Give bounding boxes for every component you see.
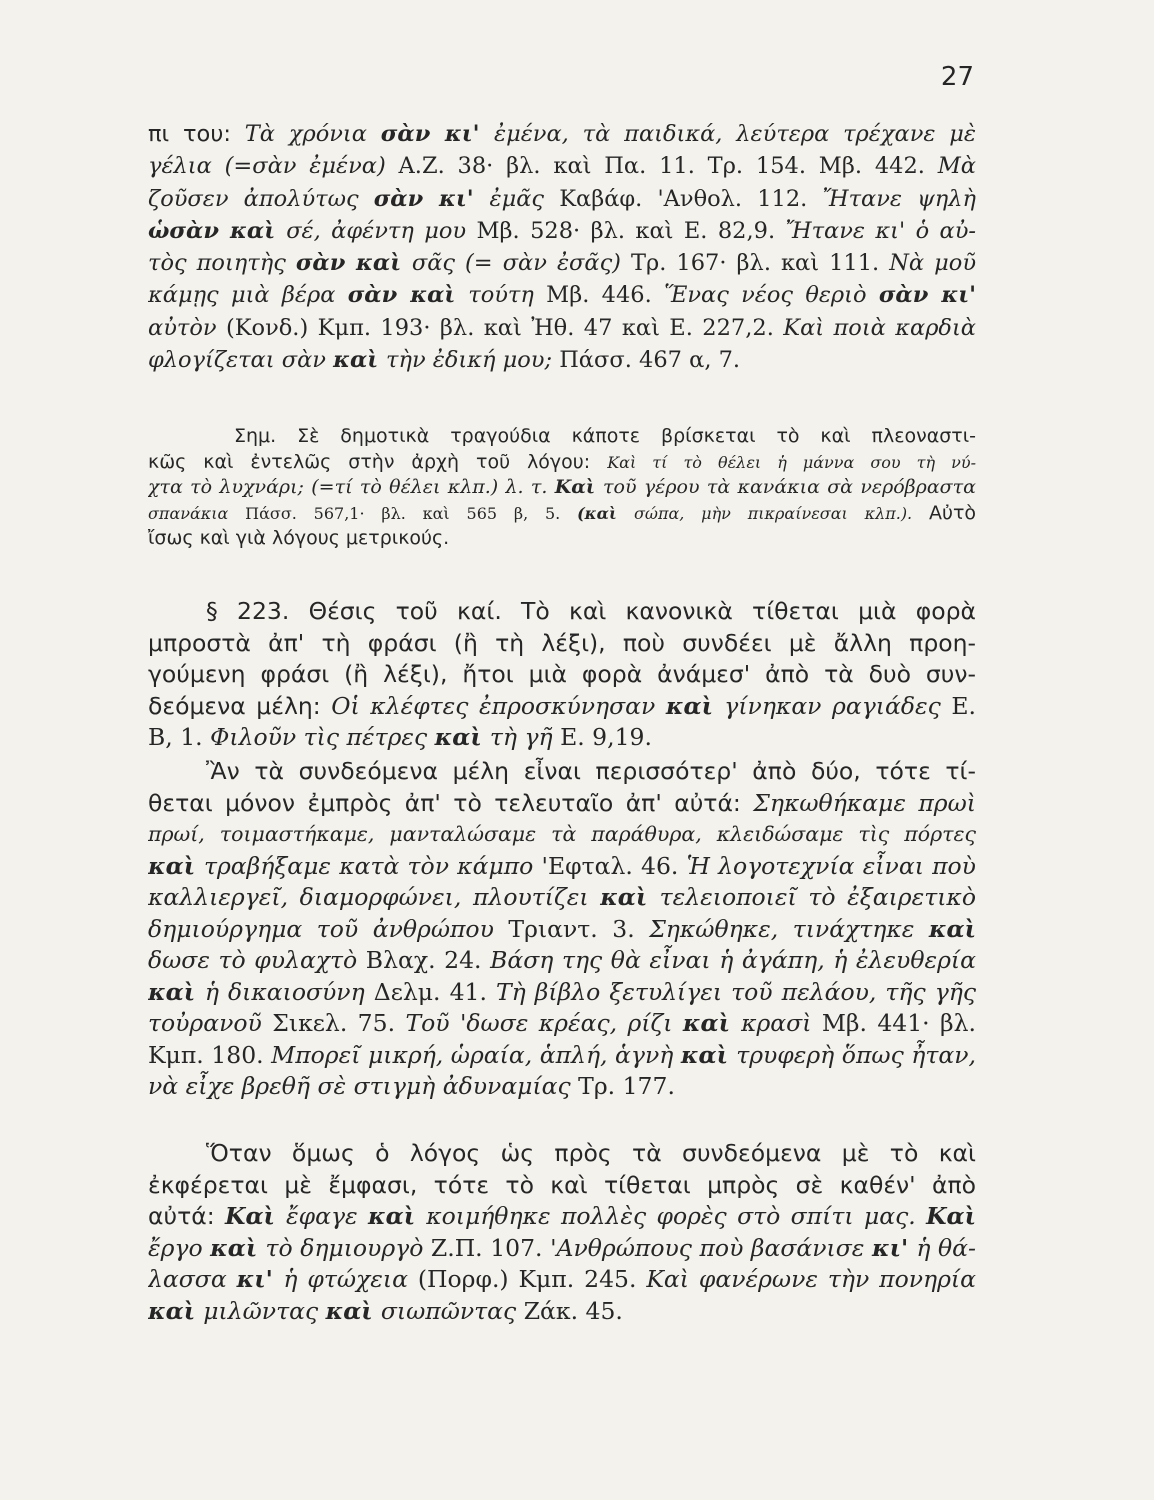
- text-line: Κμπ. 180. Μπορεῖ μικρή, ὡραία, ἁπλή, ἁγνὴ καὶ τρυφερὴ ὅπως ἦταν,: [148, 1040, 976, 1069]
- text-line: τὸς ποιητὴς σὰν καὶ σᾶς (= σὰν ἐσᾶς) Τρ. 167· βλ. καὶ 111. Νὰ μοῦ: [148, 250, 976, 277]
- text-line: Ἂν τὰ συνδεόμενα μέλη εἶναι περισσότερ' ἀπὸ δύο, τότε τί-: [206, 757, 976, 785]
- text-line: νὰ εἶχε βρεθῆ σὲ στιγμὴ ἀδυναμίας Τρ. 177.: [148, 1072, 675, 1100]
- text-line: καὶ μιλῶντας καὶ σιωπῶντας Ζάκ. 45.: [148, 1296, 623, 1325]
- text-line: θεται μόνον ἐμπρὸς ἀπ' τὸ τελευταῖο ἀπ' αὐτά: Σηκωθήκαμε πρωὶ: [148, 788, 976, 817]
- text-line: ἴσως καὶ γιὰ λόγους μετρικούς.: [148, 527, 450, 550]
- section-heading-line: § 223. Θέσις τοῦ καί. Τὸ καὶ κανονικὰ τίθεται μιὰ φορὰ: [206, 597, 976, 625]
- text-line: ἐκφέρεται μὲ ἔμφασι, τότε τὸ καὶ τίθεται μπρὸς σὲ καθέν' ἀπὸ: [148, 1170, 976, 1199]
- text-line: σπανάκια Πάσσ. 567,1· βλ. καὶ 565 β, 5. (καὶ σώπα, μὴν πικραίνεσαι κλπ.). Αὐτὸ: [148, 501, 976, 524]
- text-line: Σημ. Σὲ δημοτικὰ τραγούδια κάποτε βρίσκεται τὸ καὶ πλεοναστι-: [234, 425, 976, 447]
- text-line: κῶς καὶ ἐντελῶς στὴν ἀρχὴ τοῦ λόγου: Καὶ τί τὸ θέλει ἡ μάννα σου τὴ νύ-: [148, 450, 976, 473]
- text-line: καὶ τραβήξαμε κατὰ τὸν κάμπο 'Εφταλ. 46. Ἡ λογοτεχνία εἶναι ποὺ: [148, 851, 976, 880]
- text-line: φλογίζεται σὰν καὶ τὴν ἐδική μου; Πάσσ. 467 α, 7.: [148, 347, 741, 374]
- text-line: πρωί, τοιμαστήκαμε, μανταλώσαμε τὰ παράθυρα, κλειδώσαμε τὶς πόρτες: [148, 822, 976, 846]
- text-line: καλλιεργεῖ, διαμορφώνει, πλουτίζει καὶ τελειοποιεῖ τὸ ἐξαιρετικὸ: [148, 883, 976, 911]
- paragraph-4: [148, 756, 976, 1103]
- text-line: γέλια (=σὰν ἐμένα) Α.Ζ. 38· βλ. καὶ Πα. 11. Τρ. 154. Μβ. 442. Μὰ: [148, 153, 976, 180]
- text-line: δωσε τὸ φυλαχτὸ Βλαχ. 24. Βάση της θὰ εἶναι ἡ ἀγάπη, ἡ ἐλευθερία: [148, 946, 976, 974]
- section-number: § 223.: [206, 597, 290, 625]
- paragraph-5: [148, 1138, 976, 1327]
- text-line: ἔργο καὶ τὸ δημιουργὸ Ζ.Π. 107. 'Ανθρώπους ποὺ βασάνισε κι' ἡ θά-: [148, 1233, 976, 1262]
- text-line: ζοῦσεν ἀπολύτως σὰν κι' ἐμᾶς Καβάφ. 'Ανθολ. 112. Ἤτανε ψηλὴ: [148, 185, 976, 212]
- text-line: αὐτά: Καὶ ἔφαγε καὶ κοιμήθηκε πολλὲς φορὲς στὸ σπίτι μας. Καὶ: [148, 1202, 976, 1230]
- page-number: 27: [940, 62, 974, 92]
- section-223: [148, 596, 976, 754]
- text-line: μπροστὰ ἀπ' τὴ φράσι (ἢ τὴ λέξι), ποὺ συνδέει μὲ ἄλλη προη-: [148, 628, 976, 657]
- text-line: δεόμενα μέλη: Οἱ κλέφτες ἐπροσκύνησαν καὶ γίνηκαν ραγιάδες Ε.: [148, 691, 976, 720]
- section-title: Θέσις τοῦ καί.: [308, 597, 502, 625]
- text-line: δημιούργημα τοῦ ἀνθρώπου Τριαντ. 3. Σηκώθηκε, τινάχτηκε καὶ: [148, 914, 976, 943]
- paragraph-1: [148, 118, 976, 376]
- text-line: αὐτὸν (Κονδ.) Κμπ. 193· βλ. καὶ Ἠθ. 47 καὶ Ε. 227,2. Καὶ ποιὰ καρδιὰ: [148, 314, 976, 341]
- text-line: Β, 1. Φιλοῦν τὶς πέτρες καὶ τὴ γῆ Ε. 9,19.: [148, 723, 652, 751]
- text-line: καὶ ἡ δικαιοσύνη Δελμ. 41. Τὴ βίβλο ξετυλίγει τοῦ πελάου, τῆς γῆς: [148, 977, 976, 1006]
- text-line: κάμῃς μιὰ βέρα σὰν καὶ τούτη Μβ. 446. Ἕνας νέος θεριὸ σὰν κι': [148, 282, 976, 309]
- text-line: γούμενη φράσι (ἢ λέξι), ἤτοι μιὰ φορὰ ἀνάμεσ' ἀπὸ τὰ δυὸ συν-: [148, 660, 976, 688]
- text-line: Ὅταν ὅμως ὁ λόγος ὡς πρὸς τὰ συνδεόμενα μὲ τὸ καὶ: [206, 1139, 976, 1167]
- text-line: χτα τὸ λυχνάρι; (=τί τὸ θέλει κλπ.) λ. τ. Καὶ τοῦ γέρου τὰ κανάκια σὰ νερόβραστα: [148, 476, 976, 499]
- text-line: ὡσὰν καὶ σέ, ἀφέντη μου Μβ. 528· βλ. καὶ Ε. 82,9. Ἤτανε κι' ὁ αὐ-: [148, 217, 976, 244]
- text-line: πι του: Τὰ χρόνια σὰν κι' ἐμένα, τὰ παιδικά, λεύτερα τρέχανε μὲ: [148, 121, 976, 147]
- text-line: τοὐρανοῦ Σικελ. 75. Τοῦ 'δωσε κρέας, ρίζι καὶ κρασὶ Μβ. 441· βλ.: [148, 1009, 976, 1037]
- note-paragraph: [148, 424, 976, 552]
- text-line: λασσα κι' ἡ φτώχεια (Πορφ.) Κμπ. 245. Καὶ φανέρωνε τὴν πονηρία: [148, 1265, 976, 1293]
